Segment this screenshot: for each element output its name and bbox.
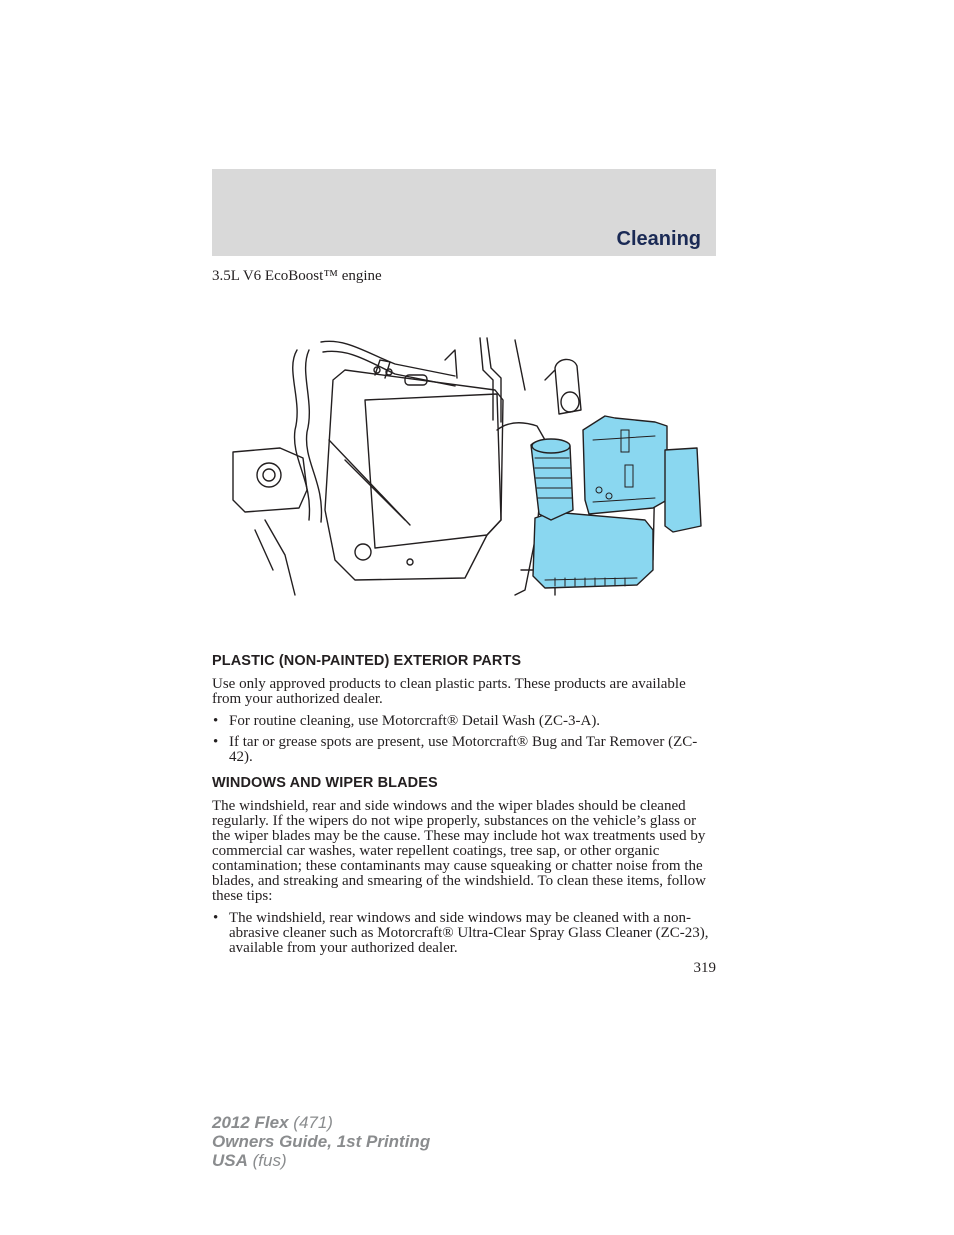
footer-line: 2012 Flex (471): [212, 1113, 333, 1132]
section-heading: WINDOWS AND WIPER BLADES: [212, 775, 438, 791]
figure-caption: 3.5L V6 EcoBoost™ engine: [212, 268, 382, 284]
engine-cover: [325, 370, 503, 580]
list-item: • For routine cleaning, use Motorcraft® Detail Wash (ZC-3-A).: [212, 714, 716, 729]
footer: [212, 1113, 430, 1170]
bullet-list: [212, 911, 716, 956]
section-paragraph: The windshield, rear and side windows and the wiper blades should be cleaned regularly. If the wipers do not wipe properly, substances on the vehicle’s glass or the wiper blades may be the cause. These may include hot wax treatments used by commercial car washes, water repellent coatings, tree sap, or other organic contamination; these contaminants may cause squeaking or chatter noise from the blades, and streaking and smearing of the windshield. To clean these items, follow these tips:: [212, 798, 706, 904]
air-cleaner-box: [533, 512, 653, 588]
battery-side: [665, 448, 701, 532]
bullet-list: [212, 714, 716, 765]
list-item: • The windshield, rear windows and side windows may be cleaned with a non-abrasive cleaner such as Motorcraft® Ultra-Clear Spray Glass Cleaner (ZC-23), available from your authorized dealer.: [212, 911, 716, 956]
page-number: 319: [693, 960, 716, 976]
coolant-reservoir: [233, 448, 307, 512]
section-paragraph: Use only approved products to clean plastic parts. These products are available from your authorized dealer.: [212, 676, 686, 707]
footer-line: Owners Guide, 1st Printing: [212, 1132, 431, 1151]
list-item: • If tar or grease spots are present, use Motorcraft® Bug and Tar Remover (ZC-42).: [212, 735, 716, 765]
engine-illustration: [225, 330, 715, 605]
page-content: [212, 654, 716, 967]
section-title: Cleaning: [616, 228, 701, 250]
header-band: [212, 169, 716, 256]
footer-line: USA (fus): [212, 1151, 287, 1170]
reservoir-cap: [257, 463, 281, 487]
section-heading: PLASTIC (NON-PAINTED) EXTERIOR PARTS: [212, 653, 522, 669]
